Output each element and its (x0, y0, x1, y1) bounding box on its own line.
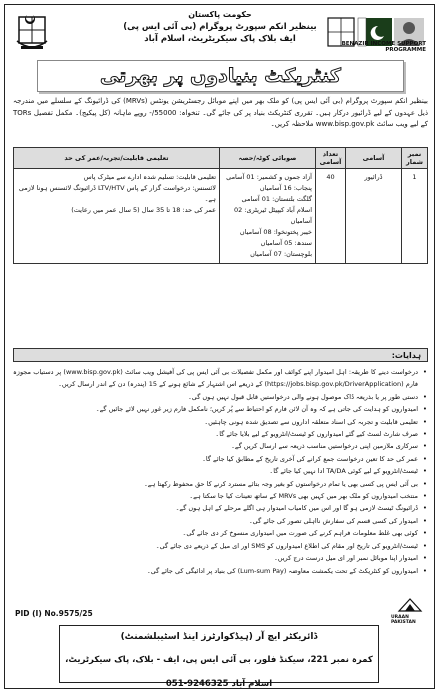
province-item: اسلام آباد کیپیٹل ٹیریٹری: 02 آسامیاں (233, 206, 312, 225)
cell-no: 1 (402, 169, 428, 264)
list-item: • امیدواروں کو ہدایت کی جاتی ہے کہ وہ آن لائن فارم کو احتیاط سے پُر کریں؛ نامکمل فارم زیر غور نہیں لائے جائیں گے۔ (13, 403, 428, 415)
instructions-list (13, 366, 428, 577)
jobs-table (13, 147, 428, 264)
province-item: آزاد جموں و کشمیر: 01 آسامی (226, 173, 312, 181)
cell-post: ڈرائیور (346, 169, 402, 264)
advertisement-page (4, 4, 435, 689)
col-header-qualification: تعلیمی قابلیت/تجربہ/عمر کی حد (14, 148, 220, 169)
header-text (115, 9, 325, 45)
col-header-post: آسامی (346, 148, 402, 169)
list-item: • منتخب امیدواروں کو ملک بھر میں کہیں بھی MRVs کے ساتھ تعینات کیا جا سکتا ہے۔ (13, 490, 428, 502)
qualification-item: عمر کی حد: 18 تا 35 سال (5 سال عمر میں رعایت) (71, 206, 216, 214)
list-item: • تعلیمی قابلیت و تجربہ کی اسناد متعلقہ اداروں سے تصدیق شدہ ہونی چاہئیں۔ (13, 416, 428, 428)
col-header-no: نمبر شمار (402, 148, 428, 169)
list-item: • ٹیسٹ/انٹرویو کے لیے کوئی TA/DA ادا نہیں کیا جائے گا۔ (13, 465, 428, 477)
list-item: • ٹیسٹ/انٹرویو کی تاریخ اور مقام کی اطلاع امیدواروں کو SMS اور ای میل کے ذریعے دی جائے گی۔ (13, 540, 428, 552)
col-header-provinces: صوبائی کوٹہ/حصہ (220, 148, 316, 169)
pid-number: PID (I) No.9575/25 (15, 609, 93, 618)
list-item: • درخواست دینے کا طریقہ: اہل امیدوار اپنے کوائف اور مکمل تفصیلات بی آئی ایس پی کی آفیشل ویب سائٹ (www.bisp.gov.pk) پر دستیاب مجوزہ فارم (https://jobs.bisp.gov.pk/DriverApplication) کے ذریعے اس اشتہار کے شائع ہونے کے 15 (پندرہ) دن کے اندر ارسال کریں۔ (13, 366, 428, 391)
cell-qualification (14, 169, 220, 264)
uraan-pakistan-logo-icon (397, 597, 423, 613)
list-item: • دستی طور پر یا بذریعہ ڈاک موصول ہونے والی درخواستیں قابل قبول نہیں ہوں گی۔ (13, 391, 428, 403)
qualification-item: لائسنس: درخواست گزار کے پاس LTV/HTV ڈرائیونگ لائسنس ہونا لازمی ہے۔ (18, 184, 216, 203)
pakistan-emblem-icon (15, 11, 49, 51)
footer-address-line (60, 648, 378, 693)
cell-provinces (220, 169, 316, 264)
footer-contact-box (59, 625, 379, 689)
qualification-item: تعلیمی قابلیت: تسلیم شدہ ادارے سے میٹرک پاس (83, 173, 216, 181)
province-item: سندھ: 05 آسامیاں (260, 239, 312, 247)
footer-title: ڈائریکٹر ایچ آر (ہیڈکوارٹرز اینڈ اسٹیبلشمنٹ) (120, 632, 318, 642)
header (5, 5, 434, 59)
list-item: • امیدوار کی کسی قسم کی سفارش نااہلی تصور کی جائے گی۔ (13, 515, 428, 527)
list-item: • امیدواروں کو کنٹریکٹ کے تحت یکمشت معاوضہ (Lum-sum Pay) کی بنیاد پر ادائیگی کی جائے گی۔ (13, 565, 428, 577)
cell-count: 40 (316, 169, 346, 264)
table-header-row (14, 148, 428, 169)
header-address: ایف بلاک پاک سیکریٹریٹ، اسلام آباد (144, 34, 296, 44)
footer-phone: 051-9246325 (165, 679, 229, 689)
province-item: خیبر پختونخوا: 08 آسامیاں (239, 228, 312, 236)
list-item: • امیدوار اپنا موبائل نمبر اور ای میل درست درج کریں۔ (13, 552, 428, 564)
list-item: • صرف شارٹ لسٹ کیے گئے امیدواروں کو ٹیسٹ/انٹرویو کے لیے بلایا جائے گا۔ (13, 428, 428, 440)
page-title: کنٹریکٹ بنیادوں پر بھرتی (37, 60, 404, 92)
province-item: بلوچستان: 07 آسامیاں (250, 250, 312, 258)
province-item: گلگت بلتستان: 01 آسامی (241, 195, 312, 203)
province-item: پنجاب: 16 آسامیاں (259, 184, 312, 192)
list-item: • بی آئی ایس پی کسی بھی یا تمام درخواستوں کو بغیر وجہ بتائے مسترد کرنے کا حق محفوظ رکھتا ہے۔ (13, 478, 428, 490)
footer-address: کمرہ نمبر 221، سیکنڈ فلور، بی آئی ایس پی، ایف - بلاک، پاک سیکرٹریٹ، اسلام آباد (65, 655, 373, 689)
program-title: بینظیر انکم سپورٹ پروگرام (بی آئی ایس پی) (123, 22, 317, 32)
instructions-heading: ہدایات: (13, 348, 428, 362)
govt-title: حکومت پاکستان (188, 10, 252, 19)
uraan-label: URAAN PAKISTAN (391, 615, 416, 625)
table-row (14, 169, 428, 264)
bisp-name: BENAZIR INCOME SUPPORT PROGRAMME (341, 41, 426, 53)
list-item: • سرکاری ملازمین اپنی درخواستیں مناسب ذریعہ سے ارسال کریں گے۔ (13, 440, 428, 452)
list-item: • عمر کی حد کا تعین درخواست جمع کرانے کی آخری تاریخ کے مطابق کیا جائے گا۔ (13, 453, 428, 465)
list-item: • کوئی بھی غلط معلومات فراہم کرنے کی صورت میں امیدواری منسوخ کر دی جائے گی۔ (13, 527, 428, 539)
intro-paragraph: بینظیر انکم سپورٹ پروگرام (بی آئی ایس پی) کو ملک بھر میں اپنے موبائل رجسٹریشن یونٹس (MRVs) کی ڈرائیونگ کے سلسلے میں مندرجہ ذیل عہدوں کے لیے ڈرائیور درکار ہیں۔ تقرری کنٹریکٹ بنیاد پر کی جائے گی۔ تنخواہ: 55000/- روپے ماہانہ (کل پیکیج)۔ مکمل تفصیل TORs کے لیے ویب سائٹ www.bisp.gov.pk ملاحظہ کریں۔ (13, 97, 429, 128)
col-header-count: تعداد آسامی (316, 148, 346, 169)
list-item: • ڈرائیونگ ٹیسٹ لازمی ہو گا اور اس میں کامیاب امیدوار ہی اگلے مرحلے کے اہل ہوں گے۔ (13, 502, 428, 514)
